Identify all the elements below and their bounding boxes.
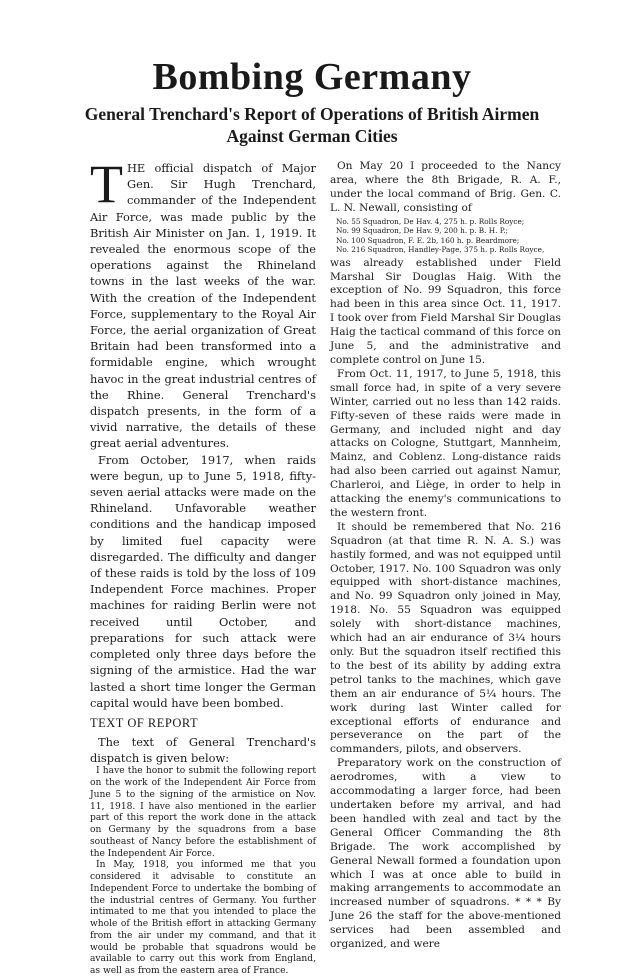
drop-cap: T: [90, 154, 123, 214]
intro-paragraph-1: [90, 154, 316, 452]
left-column: [90, 154, 316, 977]
squadron-item: No. 55 Squadron, De Hav. 4, 275 h. p. Rolls Royce;: [336, 216, 525, 226]
report-paragraph-6: It should be remembered that No. 216 Squadron (at that time R. N. A. S.) was hastily formed, and was not equipped until October, 1917. No. 100 Squadron was only equipped with short-distance machines, and No. 99 Squadron only joined in May, 1918. No. 55 Squadron was equipped solely with short-distance machines, which had an air endurance of 3¼ hours only. But the squadron itself rectified this to the best of its ability by adding extra petrol tanks to the machines, which gave them an air endurance of 5¼ hours. The work during last Winter called for exceptional efforts of endurance and perseverance on the part of the commanders, pilots, and observers.: [330, 520, 561, 756]
report-body-right: [330, 160, 561, 952]
squadron-item: No. 216 Squadron, Handley-Page, 375 h. p. Rolls Royce,: [336, 245, 545, 255]
intro-paragraph-2: From October, 1917, when raids were begun, up to June 5, 1918, fifty-seven aerial attacks were made on the Rhineland. Unfavorable weather conditions and the handicap imposed by limited fuel capacity were disregarded. The difficulty and danger of these raids is told by the loss of 109 Independent Force machines. Proper machines for raiding Berlin were not received until October, and preparations for such attack were completed only three days before the signing of the armistice. Had the war lasted a short time longer the German capital would have been bombed.: [90, 452, 316, 710]
report-paragraph-4: was already established under Field Marshal Sir Douglas Haig. With the exception of No. 99 Squadron, this force had been in this area since Oct. 11, 1917. I took over from Field Marshal Sir Douglas Haig the tactical command of this force on June 5, and the administrative and complete control on June 15.: [330, 256, 561, 366]
section-heading: TEXT OF REPORT: [90, 715, 199, 730]
article-subtitle: General Trenchard's Report of Operations of British Airmen Against German Cities: [84, 104, 540, 146]
report-paragraph-3: On May 20 I proceeded to the Nancy area, where the 8th Brigade, R. A. F., under the local command of Brig. Gen. C. L. N. Newall, consisting of: [330, 160, 561, 214]
report-paragraph-2: In May, 1918, you informed me that you considered it advisable to constitute an Independent Force to undertake the bombing of the industrial centres of Germany. You further intimated to me that you intended to place the whole of the British effort in attacking Germany from the air under my command, and that it would be probable that squadrons would be available to carry out this work from England, as well as from the eastern area of France.: [90, 860, 316, 977]
intro-section: [90, 154, 316, 766]
report-intro: The text of General Trenchard's dispatch is given below:: [90, 734, 316, 766]
squadron-list: [330, 217, 561, 255]
squadron-item: No. 100 Squadron, F. E. 2b, 160 h. p. Beardmore;: [336, 235, 520, 245]
report-body-left: [90, 766, 316, 978]
intro-paragraph-1-text: HE official dispatch of Major Gen. Sir Hugh Trenchard, commander of the Independent Air Force, was made public by the British Air Minister on Jan. 1, 1919. It revealed the enormous scope of the operations against the Rhineland towns in the last weeks of the war. With the creation of the Independent Force, supplementary to the Royal Air Force, the aerial organization of Great Britain had been transformed into a formidable engine, which wrought havoc in the great industrial centres of the Rhine. General Trenchard's dispatch presents, in the form of a vivid narrative, the details of these great aerial adventures.: [90, 161, 316, 451]
report-paragraph-7: Preparatory work on the construction of aerodromes, with a view to accommodating a larger force, had been undertaken before my arrival, and had been handled with zeal and tact by the General Officer Commanding the 8th Brigade. The work accomplished by General Newall formed a foundation upon which I was at once able to build in making arrangements to accommodate an increased number of squadrons. * * * By June 26 the staff for the above-mentioned services had been assembled and organized, and were: [330, 757, 561, 951]
right-column: [330, 160, 561, 951]
article-title: Bombing Germany: [152, 56, 472, 98]
squadron-item: No. 99 Squadron, De Hav. 9, 200 h. p. B. H. P.;: [336, 226, 508, 236]
report-paragraph-5: From Oct. 11, 1917, to June 5, 1918, this small force had, in spite of a very severe Winter, carried out no less than 142 raids. Fifty-seven of these raids were made in Germany, and included night and day attacks on Cologne, Stuttgart, Mannheim, Mainz, and Coblenz. Long-distance raids had also been carried out against Namur, Charleroi, and Liège, in order to help in attacking the enemy's communications to the western front.: [330, 367, 561, 519]
report-paragraph-1: I have the honor to submit the following report on the work of the Independent Air Force from June 5 to the signing of the armistice on Nov. 11, 1918. I have also mentioned in the earlier part of this report the work done in the attack on Germany by the squadrons from a base southeast of Nancy before the establishment of the Independent Air Force.: [90, 766, 316, 859]
